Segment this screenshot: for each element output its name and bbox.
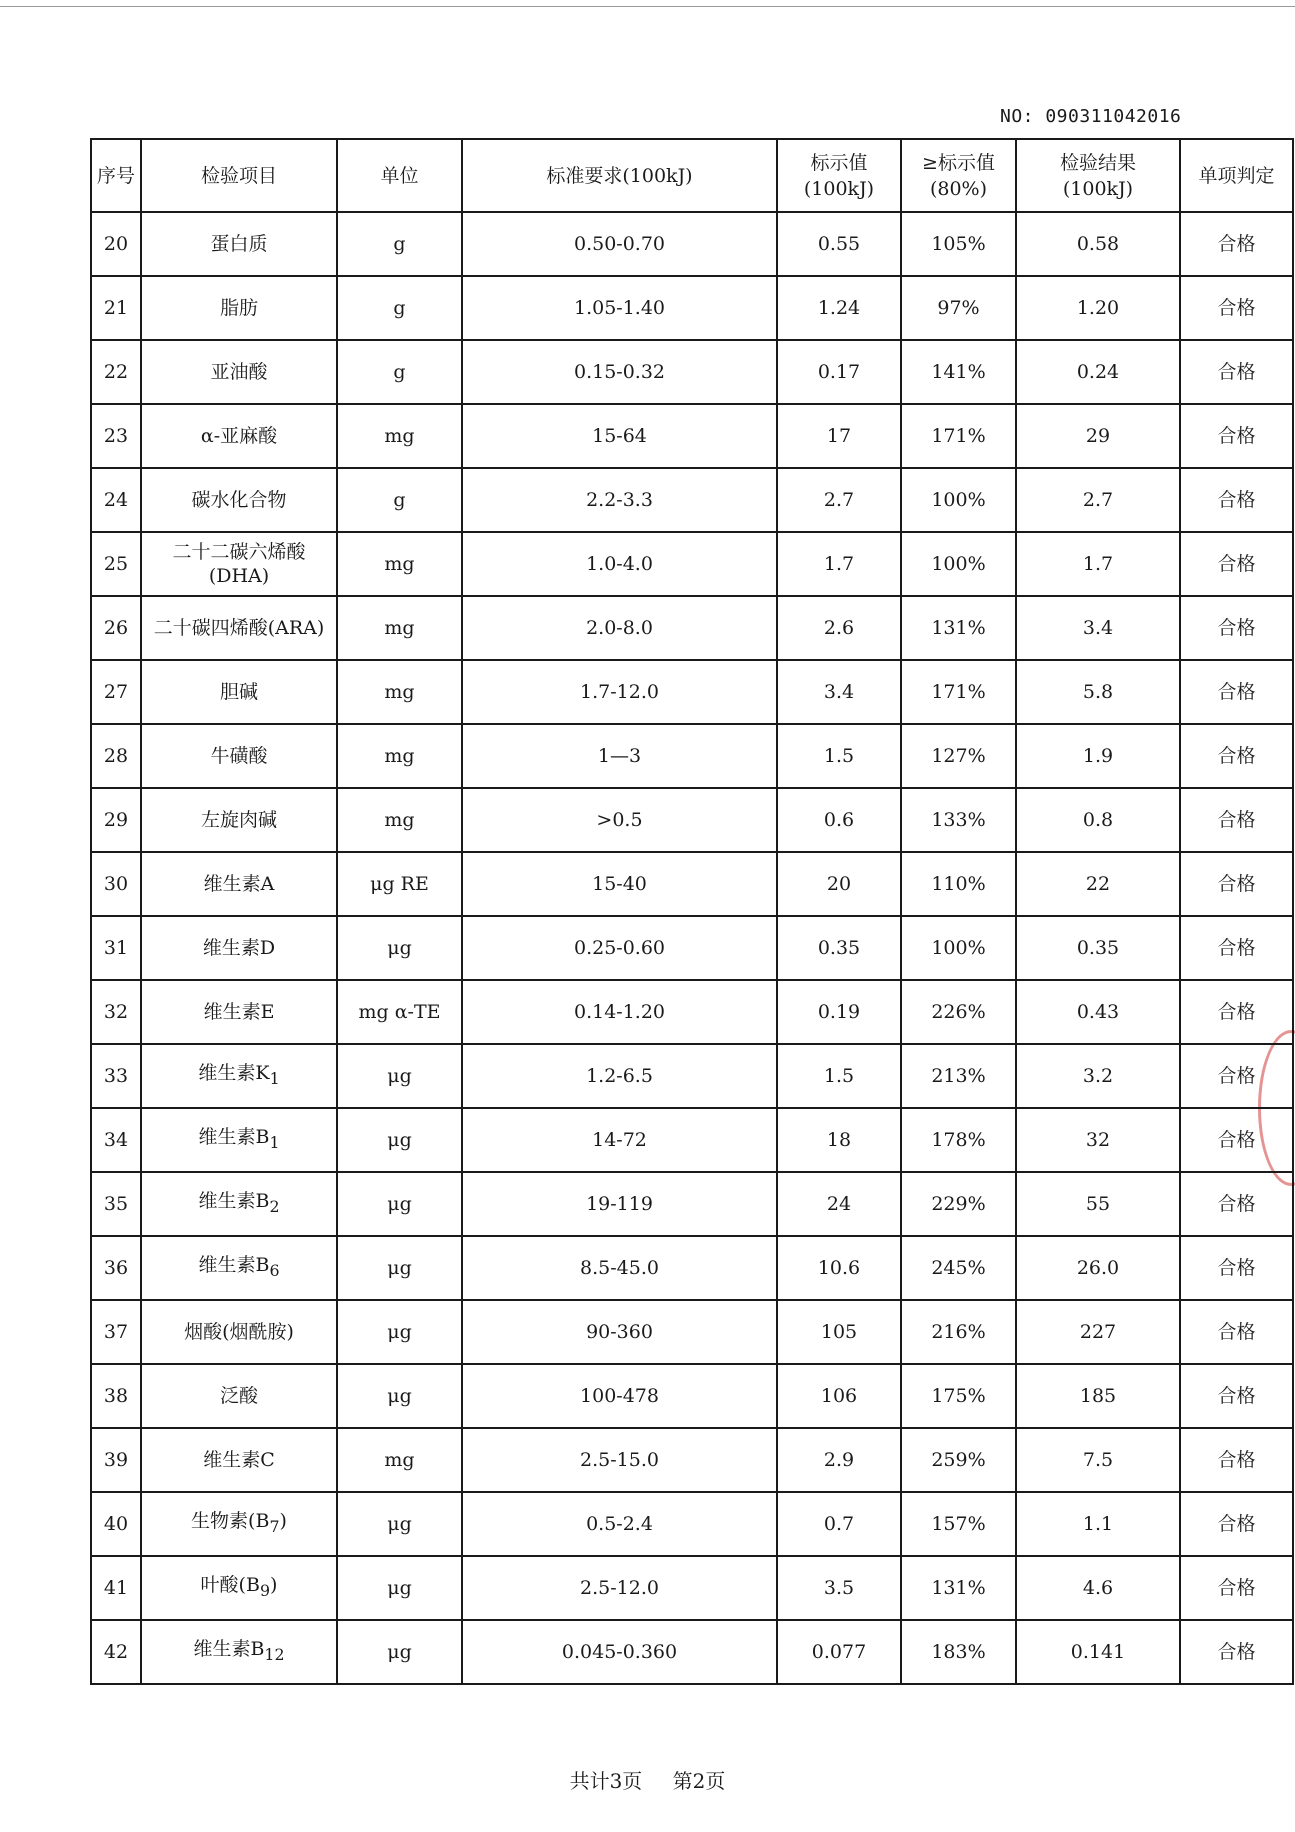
row-label-value: 2.9 — [777, 1428, 901, 1492]
row-percent: 110% — [901, 852, 1016, 916]
row-judgement: 合格 — [1180, 468, 1293, 532]
table-row — [91, 468, 1293, 532]
row-item — [141, 1492, 337, 1556]
row-unit: mg — [337, 724, 462, 788]
row-item — [141, 724, 337, 788]
row-standard: 1.7-12.0 — [462, 660, 777, 724]
row-label-value: 0.19 — [777, 980, 901, 1044]
row-judgement: 合格 — [1180, 788, 1293, 852]
row-unit: mg — [337, 596, 462, 660]
row-label-value: 0.6 — [777, 788, 901, 852]
item-name: 维生素B — [198, 1254, 270, 1277]
row-item — [141, 1108, 337, 1172]
row-seq: 39 — [91, 1428, 141, 1492]
table-row — [91, 916, 1293, 980]
table-header — [91, 139, 1293, 212]
item-name: 维生素B — [198, 1190, 270, 1213]
item-name: 亚油酸 — [210, 361, 268, 383]
row-label-value: 106 — [777, 1364, 901, 1428]
row-judgement: 合格 — [1180, 1492, 1293, 1556]
row-result: 2.7 — [1016, 468, 1180, 532]
row-judgement: 合格 — [1180, 1236, 1293, 1300]
row-item — [141, 468, 337, 532]
row-item — [141, 1428, 337, 1492]
row-result: 0.8 — [1016, 788, 1180, 852]
top-edge-rule — [0, 6, 1295, 7]
row-label-value: 0.55 — [777, 212, 901, 276]
row-label-value: 1.7 — [777, 532, 901, 596]
row-result: 0.24 — [1016, 340, 1180, 404]
row-seq: 29 — [91, 788, 141, 852]
header-unit: 单位 — [337, 139, 462, 212]
header-seq: 序号 — [91, 139, 141, 212]
row-unit: μg — [337, 1236, 462, 1300]
table-row — [91, 1428, 1293, 1492]
row-unit: μg — [337, 1172, 462, 1236]
row-percent: 97% — [901, 276, 1016, 340]
row-unit: g — [337, 340, 462, 404]
row-label-value: 3.4 — [777, 660, 901, 724]
row-percent: 259% — [901, 1428, 1016, 1492]
row-seq: 36 — [91, 1236, 141, 1300]
page-footer — [0, 1765, 1295, 1794]
row-standard: 100-478 — [462, 1364, 777, 1428]
item-name: 叶酸(B — [200, 1574, 260, 1597]
row-percent: 100% — [901, 916, 1016, 980]
row-judgement: 合格 — [1180, 1172, 1293, 1236]
row-item — [141, 1620, 337, 1684]
header-ge-label: ≥标示值 (80%) — [901, 139, 1016, 212]
row-percent: 100% — [901, 468, 1016, 532]
row-label-value: 0.35 — [777, 916, 901, 980]
row-unit: mg — [337, 404, 462, 468]
header-standard: 标准要求(100kJ) — [462, 139, 777, 212]
row-label-value: 2.7 — [777, 468, 901, 532]
row-unit: μg — [337, 1556, 462, 1620]
table-row — [91, 596, 1293, 660]
header-result: 检验结果 (100kJ) — [1016, 139, 1180, 212]
item-subscript: 12 — [264, 1644, 285, 1664]
header-judgement: 单项判定 — [1180, 139, 1293, 212]
item-name: 维生素C — [203, 1449, 275, 1471]
row-standard: 2.2-3.3 — [462, 468, 777, 532]
row-result: 0.58 — [1016, 212, 1180, 276]
row-seq: 24 — [91, 468, 141, 532]
item-name: 左旋肉碱 — [200, 809, 277, 831]
row-unit: mg — [337, 532, 462, 596]
row-seq: 42 — [91, 1620, 141, 1684]
row-judgement: 合格 — [1180, 1556, 1293, 1620]
row-label-value: 0.7 — [777, 1492, 901, 1556]
table-row — [91, 340, 1293, 404]
row-judgement: 合格 — [1180, 1428, 1293, 1492]
row-seq: 21 — [91, 276, 141, 340]
row-result: 32 — [1016, 1108, 1180, 1172]
item-name: 胆碱 — [219, 681, 258, 703]
row-percent: 131% — [901, 596, 1016, 660]
row-judgement: 合格 — [1180, 852, 1293, 916]
table-row — [91, 1556, 1293, 1620]
row-percent: 171% — [901, 404, 1016, 468]
row-standard: 0.14-1.20 — [462, 980, 777, 1044]
row-percent: 229% — [901, 1172, 1016, 1236]
header-label-value: 标示值 (100kJ) — [777, 139, 901, 212]
row-standard: >0.5 — [462, 788, 777, 852]
table-row — [91, 276, 1293, 340]
table-row — [91, 1492, 1293, 1556]
row-judgement: 合格 — [1180, 660, 1293, 724]
row-result: 55 — [1016, 1172, 1180, 1236]
row-standard: 15-64 — [462, 404, 777, 468]
row-standard: 0.5-2.4 — [462, 1492, 777, 1556]
row-label-value: 10.6 — [777, 1236, 901, 1300]
row-item — [141, 916, 337, 980]
row-judgement: 合格 — [1180, 1620, 1293, 1684]
table-row — [91, 660, 1293, 724]
row-result: 0.141 — [1016, 1620, 1180, 1684]
row-standard: 0.50-0.70 — [462, 212, 777, 276]
item-name: 碳水化合物 — [191, 489, 287, 511]
row-standard: 15-40 — [462, 852, 777, 916]
row-percent: 100% — [901, 532, 1016, 596]
row-result: 22 — [1016, 852, 1180, 916]
row-standard: 2.0-8.0 — [462, 596, 777, 660]
row-judgement: 合格 — [1180, 1300, 1293, 1364]
row-seq: 34 — [91, 1108, 141, 1172]
row-unit: μg — [337, 1620, 462, 1684]
row-judgement: 合格 — [1180, 532, 1293, 596]
row-percent: 183% — [901, 1620, 1016, 1684]
row-label-value: 0.077 — [777, 1620, 901, 1684]
row-result: 7.5 — [1016, 1428, 1180, 1492]
row-item — [141, 980, 337, 1044]
row-standard: 2.5-12.0 — [462, 1556, 777, 1620]
total-pages: 共计3页 — [569, 1769, 643, 1793]
row-seq: 38 — [91, 1364, 141, 1428]
row-result: 29 — [1016, 404, 1180, 468]
item-name: 二十碳四烯酸(ARA) — [153, 617, 325, 639]
table-row — [91, 404, 1293, 468]
row-judgement: 合格 — [1180, 212, 1293, 276]
row-seq: 40 — [91, 1492, 141, 1556]
row-result: 1.9 — [1016, 724, 1180, 788]
row-result: 227 — [1016, 1300, 1180, 1364]
item-name: 生物素(B — [191, 1510, 270, 1533]
row-seq: 23 — [91, 404, 141, 468]
item-name: 牛磺酸 — [210, 745, 268, 767]
row-unit: μg — [337, 916, 462, 980]
row-percent: 213% — [901, 1044, 1016, 1108]
row-seq: 28 — [91, 724, 141, 788]
row-item — [141, 340, 337, 404]
row-unit: g — [337, 276, 462, 340]
row-unit: mg — [337, 1428, 462, 1492]
current-page: 第2页 — [672, 1769, 726, 1793]
item-name: 维生素K — [198, 1062, 270, 1085]
row-percent: 133% — [901, 788, 1016, 852]
row-result: 0.35 — [1016, 916, 1180, 980]
table-row — [91, 1364, 1293, 1428]
row-label-value: 0.17 — [777, 340, 901, 404]
row-label-value: 1.5 — [777, 1044, 901, 1108]
row-unit: g — [337, 468, 462, 532]
item-subscript: 1 — [269, 1068, 280, 1088]
item-name: 脂肪 — [219, 297, 258, 319]
row-result: 1.20 — [1016, 276, 1180, 340]
row-item — [141, 596, 337, 660]
item-name: 维生素E — [203, 1001, 275, 1023]
row-label-value: 3.5 — [777, 1556, 901, 1620]
row-seq: 33 — [91, 1044, 141, 1108]
row-standard: 0.045-0.360 — [462, 1620, 777, 1684]
item-subscript: 1 — [269, 1132, 280, 1152]
table-row — [91, 788, 1293, 852]
table-row — [91, 1300, 1293, 1364]
row-unit: g — [337, 212, 462, 276]
row-seq: 32 — [91, 980, 141, 1044]
row-percent: 226% — [901, 980, 1016, 1044]
row-percent: 175% — [901, 1364, 1016, 1428]
row-label-value: 24 — [777, 1172, 901, 1236]
row-label-value: 105 — [777, 1300, 901, 1364]
row-standard: 1—3 — [462, 724, 777, 788]
row-unit: μg — [337, 1492, 462, 1556]
row-result: 3.4 — [1016, 596, 1180, 660]
row-standard: 1.0-4.0 — [462, 532, 777, 596]
row-judgement: 合格 — [1180, 980, 1293, 1044]
row-percent: 157% — [901, 1492, 1016, 1556]
row-label-value: 2.6 — [777, 596, 901, 660]
table-row — [91, 852, 1293, 916]
row-label-value: 1.5 — [777, 724, 901, 788]
item-subscript: 6 — [269, 1260, 280, 1280]
row-seq: 20 — [91, 212, 141, 276]
row-judgement: 合格 — [1180, 340, 1293, 404]
item-name-line2: (DHA) — [208, 565, 270, 587]
row-unit: μg — [337, 1044, 462, 1108]
item-tail: ) — [279, 1510, 287, 1533]
row-judgement: 合格 — [1180, 1364, 1293, 1428]
row-item — [141, 532, 337, 596]
row-judgement: 合格 — [1180, 724, 1293, 788]
row-judgement: 合格 — [1180, 404, 1293, 468]
table-row — [91, 1108, 1293, 1172]
row-result: 5.8 — [1016, 660, 1180, 724]
row-label-value: 1.24 — [777, 276, 901, 340]
row-percent: 171% — [901, 660, 1016, 724]
row-percent: 178% — [901, 1108, 1016, 1172]
item-name: 烟酸(烟酰胺) — [184, 1321, 294, 1343]
row-result: 185 — [1016, 1364, 1180, 1428]
row-unit: μg RE — [337, 852, 462, 916]
table-row — [91, 1236, 1293, 1300]
row-standard: 1.2-6.5 — [462, 1044, 777, 1108]
row-item — [141, 212, 337, 276]
row-seq: 25 — [91, 532, 141, 596]
row-unit: mg — [337, 660, 462, 724]
item-name: 维生素D — [202, 937, 276, 959]
row-seq: 31 — [91, 916, 141, 980]
row-item — [141, 1300, 337, 1364]
item-name: 维生素B — [198, 1126, 270, 1149]
row-judgement: 合格 — [1180, 596, 1293, 660]
row-item — [141, 1044, 337, 1108]
row-item — [141, 660, 337, 724]
row-item — [141, 1236, 337, 1300]
row-item — [141, 1172, 337, 1236]
row-unit: μg — [337, 1300, 462, 1364]
row-result: 1.7 — [1016, 532, 1180, 596]
table-row — [91, 1044, 1293, 1108]
item-subscript: 2 — [269, 1196, 280, 1216]
item-subscript: 9 — [259, 1580, 271, 1600]
row-standard: 2.5-15.0 — [462, 1428, 777, 1492]
row-judgement: 合格 — [1180, 916, 1293, 980]
item-name: 泛酸 — [219, 1385, 258, 1407]
row-percent: 141% — [901, 340, 1016, 404]
row-standard: 90-360 — [462, 1300, 777, 1364]
item-name: α-亚麻酸 — [200, 425, 278, 447]
row-unit: μg — [337, 1364, 462, 1428]
row-judgement: 合格 — [1180, 276, 1293, 340]
row-seq: 41 — [91, 1556, 141, 1620]
row-item — [141, 1556, 337, 1620]
row-seq: 22 — [91, 340, 141, 404]
row-unit: mg — [337, 788, 462, 852]
row-result: 0.43 — [1016, 980, 1180, 1044]
row-result: 4.6 — [1016, 1556, 1180, 1620]
item-name: 蛋白质 — [210, 233, 268, 255]
row-percent: 216% — [901, 1300, 1016, 1364]
row-unit: μg — [337, 1108, 462, 1172]
row-label-value: 18 — [777, 1108, 901, 1172]
item-name: 二十二碳六烯酸 — [172, 541, 306, 563]
item-name: 维生素A — [203, 873, 275, 895]
table-row — [91, 1620, 1293, 1684]
row-standard: 8.5-45.0 — [462, 1236, 777, 1300]
row-seq: 37 — [91, 1300, 141, 1364]
row-unit: mg α-TE — [337, 980, 462, 1044]
row-item — [141, 852, 337, 916]
table-row — [91, 980, 1293, 1044]
row-percent: 131% — [901, 1556, 1016, 1620]
table-row — [91, 212, 1293, 276]
table-row — [91, 724, 1293, 788]
inspection-results-table — [90, 138, 1294, 1685]
row-seq: 30 — [91, 852, 141, 916]
row-standard: 14-72 — [462, 1108, 777, 1172]
row-standard: 0.25-0.60 — [462, 916, 777, 980]
row-result: 1.1 — [1016, 1492, 1180, 1556]
row-label-value: 17 — [777, 404, 901, 468]
row-judgement: 合格 — [1180, 1108, 1293, 1172]
item-subscript: 7 — [269, 1516, 280, 1536]
row-item — [141, 276, 337, 340]
table-body — [91, 212, 1293, 1684]
row-percent: 127% — [901, 724, 1016, 788]
row-seq: 35 — [91, 1172, 141, 1236]
item-tail: ) — [270, 1574, 278, 1597]
row-seq: 27 — [91, 660, 141, 724]
row-standard: 0.15-0.32 — [462, 340, 777, 404]
table-row — [91, 532, 1293, 596]
item-name: 维生素B — [193, 1638, 265, 1661]
row-percent: 105% — [901, 212, 1016, 276]
row-item — [141, 404, 337, 468]
row-result: 3.2 — [1016, 1044, 1180, 1108]
row-percent: 245% — [901, 1236, 1016, 1300]
report-number: NO: 090311042016 — [1000, 106, 1182, 127]
row-label-value: 20 — [777, 852, 901, 916]
row-result: 26.0 — [1016, 1236, 1180, 1300]
row-standard: 1.05-1.40 — [462, 276, 777, 340]
table-row — [91, 1172, 1293, 1236]
row-seq: 26 — [91, 596, 141, 660]
row-item — [141, 1364, 337, 1428]
row-standard: 19-119 — [462, 1172, 777, 1236]
row-item — [141, 788, 337, 852]
row-judgement: 合格 — [1180, 1044, 1293, 1108]
header-item: 检验项目 — [141, 139, 337, 212]
